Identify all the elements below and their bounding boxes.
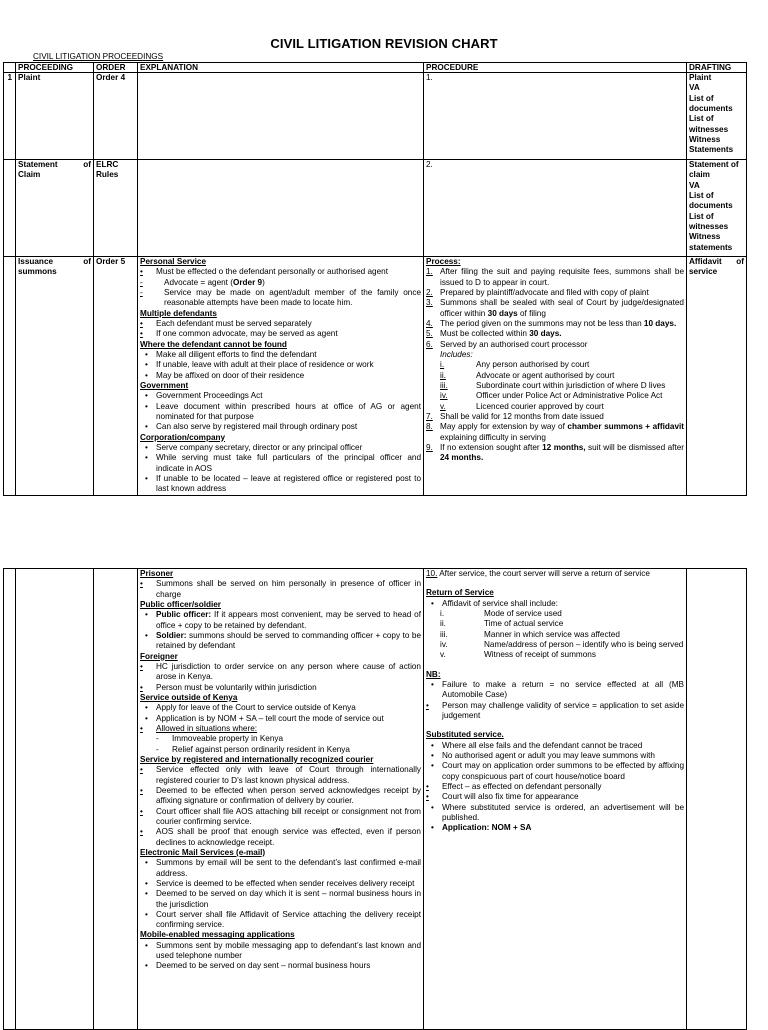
section-heading: Public officer/soldier bbox=[140, 599, 221, 609]
proceeding-cell bbox=[16, 569, 94, 1030]
list-item: • Can also serve by registered mail through ordinary post bbox=[140, 422, 421, 432]
table-row bbox=[4, 160, 747, 257]
drafting-item: VA bbox=[689, 180, 700, 190]
revision-table-page1 bbox=[3, 62, 747, 496]
drafting-item: List of documents bbox=[689, 190, 733, 211]
list-item: • Make all diligent efforts to find the defendant bbox=[140, 350, 421, 360]
procedure-subitem: v. Licenced courier approved by court bbox=[440, 401, 604, 411]
list-item: • Where substituted service is ordered, an advertisement will be published. bbox=[426, 803, 684, 824]
row-number: 1 bbox=[4, 73, 16, 160]
list-subitem: i. Mode of service used bbox=[440, 608, 562, 618]
table-row bbox=[4, 257, 747, 496]
order-cell: Order 5 bbox=[94, 257, 138, 496]
list-item: • Serve company secretary, director or any principal officer bbox=[140, 443, 421, 453]
list-item: • While serving must take full particulars of the principal officer and indicate in AOS bbox=[140, 453, 421, 474]
list-subitem: v. Witness of receipt of summons bbox=[440, 650, 596, 660]
list-item: • No authorised agent or adult you may leave summons with bbox=[426, 751, 684, 761]
list-item: • Where all else fails and the defendant cannot be traced bbox=[426, 741, 684, 751]
explanation-cell bbox=[138, 160, 424, 257]
table-row bbox=[4, 73, 747, 160]
list-item: • Person may challenge validity of service = application to set aside judgement bbox=[426, 700, 684, 720]
section-heading: Electronic Mail Services (e-mail) bbox=[140, 847, 266, 857]
list-item: • Must be effected o the defendant personally or authorised agent bbox=[140, 267, 388, 277]
drafting-item: List of witnesses bbox=[689, 211, 729, 231]
header-proceeding: PROCEEDING bbox=[16, 63, 94, 73]
list-item: • HC jurisdiction to order service on any person where cause of action arose in Kenya. bbox=[140, 661, 421, 682]
drafting-cell bbox=[687, 160, 747, 257]
proceeding-cell: Statement of Claim bbox=[16, 160, 94, 257]
proceeding-cell: Issuance of summons bbox=[16, 257, 94, 496]
section-heading: Mobile-enabled messaging applications bbox=[140, 930, 295, 940]
revision-table-page2 bbox=[3, 568, 747, 1030]
procedure-step: 1. After filing the suit and paying requisite fees, summons shall be issued to D to appear in court. bbox=[426, 267, 684, 287]
list-item: - Advocate = agent (Order 9) bbox=[140, 277, 265, 287]
section-heading: Prisoner bbox=[140, 569, 174, 578]
list-item: • Person must be voluntarily within jurisdiction bbox=[140, 682, 317, 692]
list-item: • Apply for leave of the Court to service outside of Kenya bbox=[140, 703, 421, 713]
procedure-subitem: i. Any person authorised by court bbox=[440, 360, 590, 370]
section-heading: Foreigner bbox=[140, 651, 178, 661]
drafting-item: Witness Statements bbox=[689, 134, 734, 155]
row-number bbox=[4, 257, 16, 496]
order-cell: Order 4 bbox=[94, 73, 138, 160]
list-item: • Summons by email will be sent to the defendant’s last confirmed e-mail address. bbox=[140, 858, 421, 879]
list-item: • Public officer: If it appears most convenient, may be served to head of office + copy to be retained by defendant. bbox=[140, 610, 421, 631]
header-procedure: PROCEDURE bbox=[424, 63, 687, 73]
section-heading: Service outside of Kenya bbox=[140, 692, 238, 702]
section-heading: Process: bbox=[426, 257, 461, 266]
drafting-item: List of witnesses bbox=[689, 114, 729, 134]
procedure-cell: 1. bbox=[424, 73, 687, 160]
section-heading: Return of Service bbox=[426, 588, 494, 598]
list-subitem: - Relief against person ordinarily resident in Kenya bbox=[156, 744, 350, 754]
header-order: ORDER bbox=[94, 63, 138, 73]
list-item: - Service may be made on agent/adult member of the family once reasonable attempts have been made to locate him. bbox=[140, 287, 421, 308]
procedure-step: 6. Served by an authorised court processor bbox=[426, 339, 588, 349]
procedure-subitem: ii. Advocate or agent authorised by court bbox=[440, 370, 615, 380]
drafting-item: List of documents bbox=[689, 93, 733, 113]
procedure-step: 10. After service, the court server will serve a return of service bbox=[426, 569, 650, 578]
proceeding-cell: Plaint bbox=[16, 73, 94, 160]
list-item: • Court may on application order summons to be effected by affixing copy conspicuous part of court house/notice board bbox=[426, 761, 684, 782]
list-item: • Service effected only with leave of Court through internationally registered courier to D’s last known physical address. bbox=[140, 765, 421, 785]
section-heading: Personal Service bbox=[140, 257, 206, 266]
drafting-cell: Affidavit of service bbox=[687, 257, 747, 496]
list-item: • Each defendant must be served separately bbox=[140, 318, 312, 328]
procedure-step: 9. If no extension sought after 12 months, suit will be dismissed after 24 months. bbox=[426, 442, 685, 463]
section-heading: Service by registered and internationally recognized courier bbox=[140, 754, 374, 764]
list-item: • Summons shall be served on him personally in presence of officer in charge bbox=[140, 579, 421, 599]
drafting-cell bbox=[687, 73, 747, 160]
procedure-cell bbox=[424, 257, 687, 496]
list-subitem: iii. Manner in which service was affected bbox=[440, 629, 620, 639]
row-number bbox=[4, 160, 16, 257]
list-item: • If unable, leave with adult at their place of residence or work bbox=[140, 360, 421, 370]
section-heading: NB: bbox=[426, 669, 441, 679]
list-subitem: ii. Time of actual service bbox=[440, 619, 564, 629]
list-item: • Effect – as effected on defendant personally bbox=[426, 781, 602, 791]
list-item: • Summons sent by mobile messaging app to defendant’s last known and used telephone number bbox=[140, 941, 421, 962]
procedure-subitem: iv. Officer under Police Act or Administrative Police Act bbox=[440, 391, 663, 401]
list-item: • Service is deemed to be effected when sender receives delivery receipt bbox=[140, 879, 421, 889]
drafting-item: Statement of claim bbox=[689, 160, 739, 180]
procedure-cell: 2. bbox=[424, 160, 687, 257]
drafting-cell bbox=[687, 569, 747, 1030]
procedure-step: 3. Summons shall be sealed with seal of Court by judge/designated officer within 30 days of filing bbox=[426, 298, 684, 318]
list-item: • If one common advocate, may be served as agent bbox=[140, 329, 338, 339]
list-item: • Leave document within prescribed hours at office of AG or agent nominated for that purpose bbox=[140, 402, 421, 423]
list-subitem: - Immoveable property in Kenya bbox=[156, 734, 284, 744]
explanation-cell bbox=[138, 569, 424, 1030]
list-item: • Affidavit of service shall include: bbox=[426, 599, 684, 609]
list-item: • Application: NOM + SA bbox=[426, 823, 684, 833]
row-number bbox=[4, 569, 16, 1030]
procedure-step: 5. Must be collected within 30 days. bbox=[426, 329, 562, 339]
procedure-step: 8. May apply for extension by way of chamber summons + affidavit explaining difficulty in serving bbox=[426, 422, 684, 442]
list-item: • Soldier: summons should be served to commanding officer + copy to be retained by defendant bbox=[140, 631, 421, 652]
list-item: • Government Proceedings Act bbox=[140, 391, 421, 401]
order-cell: ELRC Rules bbox=[94, 160, 138, 257]
procedure-cell bbox=[424, 569, 687, 1030]
header-num bbox=[4, 63, 16, 73]
section-heading: Substituted service. bbox=[426, 730, 504, 740]
procedure-step: 2. Prepared by plaintiff/advocate and filed with copy of plaint bbox=[426, 287, 649, 297]
document-subtitle: CIVIL LITIGATION PROCEEDINGS bbox=[33, 52, 164, 61]
list-item: • Court officer shall file AOS attaching bill receipt or consignment not from courier confirming service. bbox=[140, 806, 421, 826]
list-item: • If unable to be located – leave at registered office or registered post to last known address bbox=[140, 474, 421, 495]
list-item: • Deemed to be served on day sent – normal business hours bbox=[140, 961, 421, 971]
procedure-subitem: iii. Subordinate court within jurisdiction of where D lives bbox=[440, 380, 666, 390]
list-item: • AOS shall be proof that enough service was effected, even if person declines to acknowledge receipt. bbox=[140, 827, 421, 847]
list-item: • May be affixed on door of their residence bbox=[140, 371, 421, 381]
list-item: • Court will also fix time for appearance bbox=[426, 792, 579, 802]
section-heading: Where the defendant cannot be found bbox=[140, 339, 287, 349]
list-subitem: iv. Name/address of person – identify who is being served bbox=[440, 639, 684, 649]
table-header-row bbox=[4, 63, 747, 73]
procedure-step: 4. The period given on the summons may not be less than 10 days. bbox=[426, 318, 677, 328]
header-explanation: EXPLANATION bbox=[138, 63, 424, 73]
section-heading: Multiple defendants bbox=[140, 308, 217, 318]
drafting-item: VA bbox=[689, 83, 700, 93]
table-row bbox=[4, 569, 747, 1030]
list-item: • Deemed to be served on day which it is sent – normal business hours in the jurisdiction bbox=[140, 889, 421, 910]
explanation-cell bbox=[138, 257, 424, 496]
list-item: • Application is by NOM + SA – tell court the mode of service out bbox=[140, 714, 421, 724]
includes-label: Includes: bbox=[440, 349, 473, 359]
drafting-item: Witness statements bbox=[689, 232, 733, 252]
list-item: • Court server shall file Affidavit of Service attaching the delivery receipt confirming service. bbox=[140, 910, 421, 931]
section-heading: Government bbox=[140, 380, 189, 390]
list-item: • Deemed to be effected when person served acknowledges receipt by affixing signature or confirmation of delivery by courier. bbox=[140, 785, 421, 806]
header-drafting: DRAFTING bbox=[687, 63, 747, 73]
procedure-step: 7. Shall be valid for 12 months from date issued bbox=[426, 411, 604, 421]
drafting-item: Plaint bbox=[689, 73, 712, 82]
document-title: CIVIL LITIGATION REVISION CHART bbox=[270, 36, 498, 51]
order-cell bbox=[94, 569, 138, 1030]
section-heading: Corporation/company bbox=[140, 432, 226, 442]
list-item: • Allowed in situations where: bbox=[140, 723, 258, 733]
explanation-cell bbox=[138, 73, 424, 160]
list-item: • Failure to make a return = no service effected at all (MB Automobile Case) bbox=[426, 680, 684, 701]
